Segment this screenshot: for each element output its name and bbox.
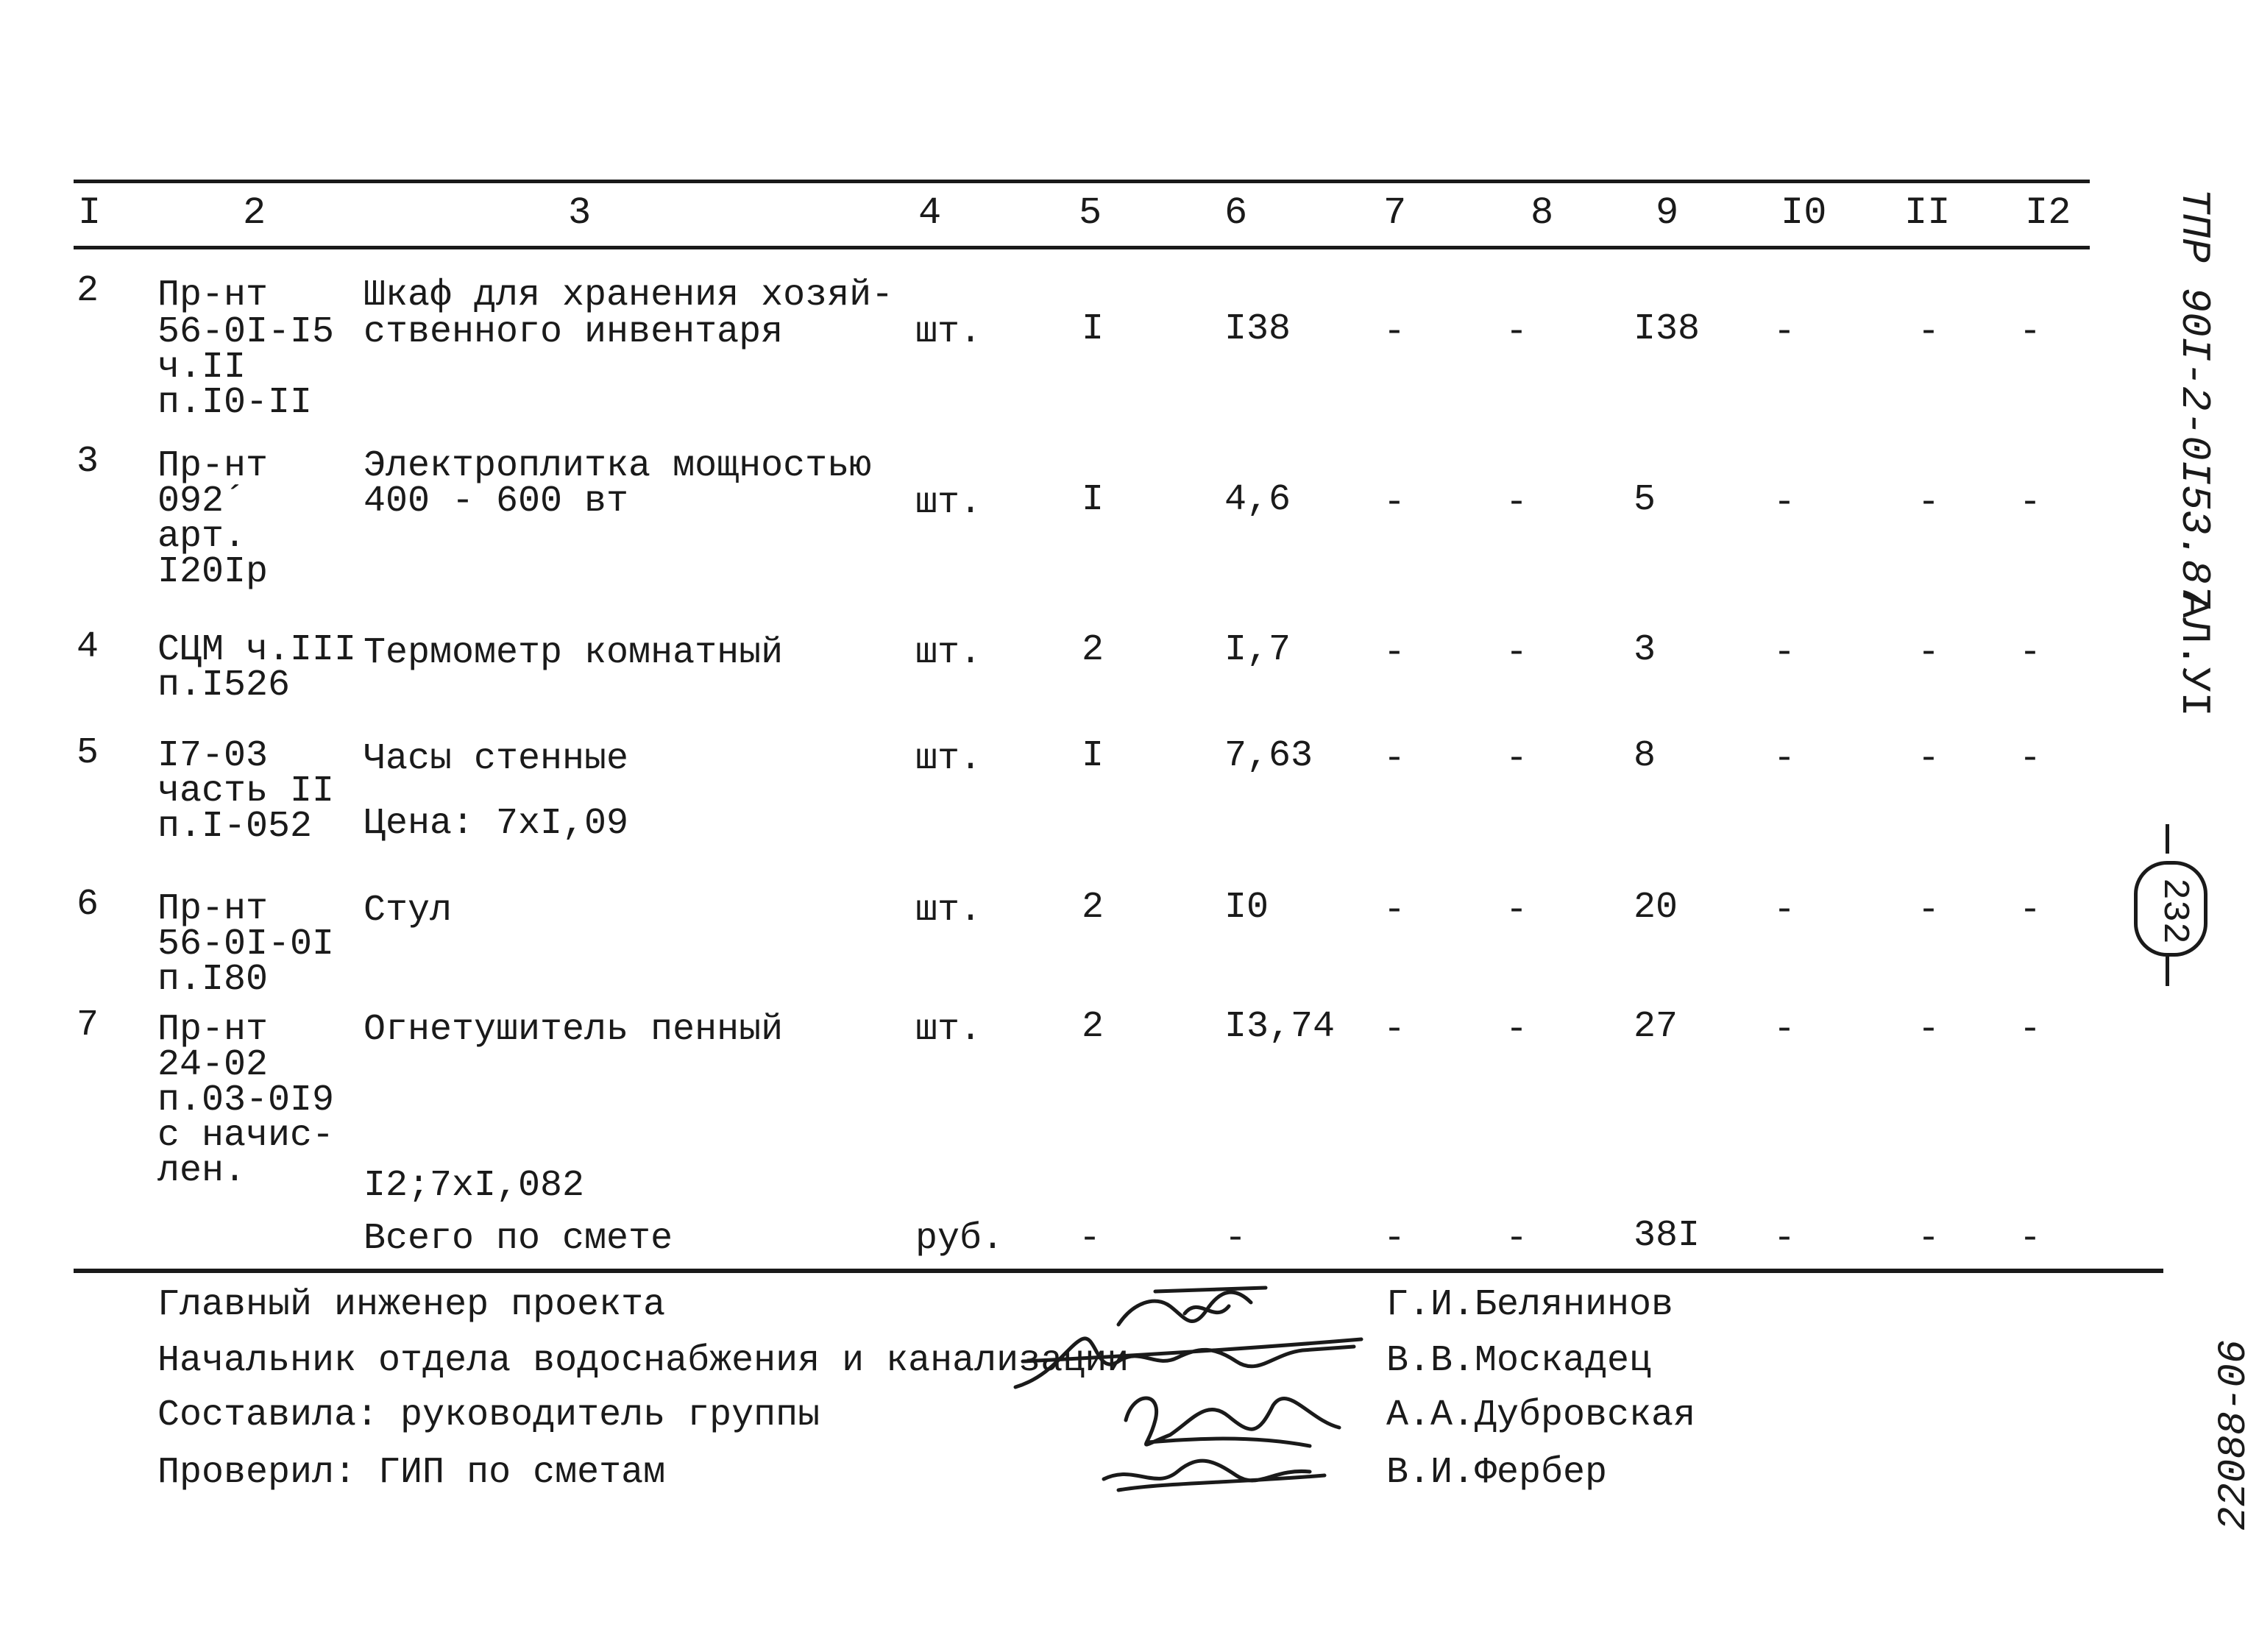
col-header-2: 2 xyxy=(243,191,266,235)
cell-col-8: - xyxy=(1506,890,1528,932)
basis-code-line: 56-0I-I5 xyxy=(157,311,335,353)
signatory-position: Составила: руководитель группы xyxy=(157,1394,820,1436)
col-header-4: 4 xyxy=(918,191,942,235)
cell-col-10: - xyxy=(1773,1009,1796,1051)
item-name-line: Электроплитка мощностью xyxy=(364,445,872,487)
album-code: АЛ.УI xyxy=(2171,593,2218,717)
basis-code-line: лен. xyxy=(157,1150,247,1192)
cell-col-10: - xyxy=(1773,482,1796,524)
unit: шт. xyxy=(915,311,982,353)
signatory-name: Г.И.Белянинов xyxy=(1386,1284,1674,1326)
page-mark-dash xyxy=(2166,824,2169,854)
cell-col-12: - xyxy=(2019,890,2042,932)
quantity: I xyxy=(1082,479,1104,521)
cell-col-7: - xyxy=(1383,632,1406,674)
col-header-3: 3 xyxy=(568,191,592,235)
basis-code-line: п.I526 xyxy=(157,664,291,706)
cell-col-10: - xyxy=(1773,632,1796,674)
basis-code-line: п.I0-II xyxy=(157,382,313,424)
unit: шт. xyxy=(915,890,982,932)
cell-col-9: 3 xyxy=(1634,629,1656,671)
quantity: I xyxy=(1082,308,1104,350)
cell-col-10: - xyxy=(1773,311,1796,353)
unit-price: I3,74 xyxy=(1224,1006,1336,1048)
item-name-line: 400 - 600 вт xyxy=(364,481,629,522)
row-number: 3 xyxy=(77,441,99,483)
cell-col-11: - xyxy=(1918,311,1940,353)
signatory-position: Начальник отдела водоснабжения и канализации xyxy=(157,1340,1130,1382)
col-header-6: 6 xyxy=(1224,191,1248,235)
basis-code-line: Пр-нт xyxy=(157,1009,269,1051)
unit-price: I38 xyxy=(1224,308,1291,350)
total-sum: 38I xyxy=(1634,1215,1701,1257)
cell-col-7: - xyxy=(1383,482,1406,524)
signatory-name: В.И.Фербер xyxy=(1386,1452,1608,1494)
col-header-7: 7 xyxy=(1383,191,1407,235)
cell-col-12: - xyxy=(2019,311,2042,353)
total-col-10: - xyxy=(1773,1218,1796,1260)
cell-col-11: - xyxy=(1918,890,1940,932)
cell-col-9: I38 xyxy=(1634,308,1701,350)
inventory-number: 22088-06 xyxy=(2212,1339,2257,1531)
cell-col-7: - xyxy=(1383,311,1406,353)
cell-col-9: 27 xyxy=(1634,1006,1678,1048)
basis-code-line: СЦМ ч.III xyxy=(157,629,357,671)
signature-scribble xyxy=(1089,1439,1339,1505)
cell-col-9: 5 xyxy=(1634,479,1656,521)
cell-col-9: 20 xyxy=(1634,887,1678,929)
quantity: 2 xyxy=(1082,887,1104,929)
unit: шт. xyxy=(915,482,982,524)
signatory-position: Главный инженер проекта xyxy=(157,1284,666,1326)
unit: шт. xyxy=(915,632,982,674)
row-number: 6 xyxy=(77,884,99,926)
basis-code-line: Пр-нт xyxy=(157,888,269,930)
cell-col-12: - xyxy=(2019,632,2042,674)
header-rule xyxy=(74,246,2090,249)
price-note: Цена: 7хI,09 xyxy=(364,803,629,845)
col-header-11: II xyxy=(1904,191,1951,235)
basis-code-line: арт. xyxy=(157,516,247,558)
row-number: 4 xyxy=(77,626,99,668)
cell-col-8: - xyxy=(1506,632,1528,674)
total-label: Всего по смете xyxy=(364,1218,673,1260)
col-header-1: I xyxy=(78,191,102,235)
basis-code-line: часть II xyxy=(157,770,335,812)
row-number: 7 xyxy=(77,1004,99,1046)
cell-col-11: - xyxy=(1918,738,1940,780)
item-name-line: Огнетушитель пенный xyxy=(364,1009,784,1051)
cell-col-8: - xyxy=(1506,1009,1528,1051)
signatory-position: Проверил: ГИП по сметам xyxy=(157,1452,666,1494)
basis-code-line: п.I80 xyxy=(157,959,269,1001)
signatory-name: А.А.Дубровская xyxy=(1386,1394,1696,1436)
basis-code-line: I7-03 xyxy=(157,735,269,777)
cell-col-8: - xyxy=(1506,311,1528,353)
item-name-line: Термометр комнатный xyxy=(364,632,784,674)
cell-col-9: 8 xyxy=(1634,735,1656,777)
quantity: I xyxy=(1082,735,1104,777)
unit-price: 4,6 xyxy=(1224,479,1291,521)
basis-code-line: 24-02 xyxy=(157,1044,269,1086)
basis-code-line: Пр-нт xyxy=(157,445,269,487)
page-mark-dash xyxy=(2166,957,2169,986)
col-header-5: 5 xyxy=(1079,191,1102,235)
basis-code-line: Пр-нт xyxy=(157,274,269,316)
signatory-name: В.В.Москадец xyxy=(1386,1340,1652,1382)
unit-price: I,7 xyxy=(1224,629,1291,671)
cell-col-11: - xyxy=(1918,1009,1940,1051)
quantity: 2 xyxy=(1082,629,1104,671)
cell-col-7: - xyxy=(1383,738,1406,780)
cell-col-11: - xyxy=(1918,482,1940,524)
document-code: ТПР 90I-2-0I53.87 xyxy=(2171,188,2218,609)
total-col-6: - xyxy=(1224,1218,1247,1260)
basis-code-line: п.03-0I9 xyxy=(157,1080,335,1121)
col-header-9: 9 xyxy=(1656,191,1679,235)
total-col-5: - xyxy=(1079,1218,1102,1260)
basis-code-line: ч.II xyxy=(157,347,247,389)
cell-col-10: - xyxy=(1773,738,1796,780)
total-col-12: - xyxy=(2019,1218,2042,1260)
quantity: 2 xyxy=(1082,1006,1104,1048)
cell-col-8: - xyxy=(1506,482,1528,524)
col-header-8: 8 xyxy=(1531,191,1554,235)
basis-code-line: с начис- xyxy=(157,1115,335,1157)
item-name-line: Шкаф для хранения хозяй- xyxy=(364,274,894,316)
top-rule xyxy=(74,180,2090,183)
item-name-line: ственного инвентаря xyxy=(364,311,784,353)
row-number: 2 xyxy=(77,270,99,312)
unit: шт. xyxy=(915,1009,982,1051)
cell-col-11: - xyxy=(1918,632,1940,674)
unit-price: I0 xyxy=(1224,887,1269,929)
cell-col-12: - xyxy=(2019,482,2042,524)
basis-code-line: 56-0I-0I xyxy=(157,924,335,965)
page-number-stamp xyxy=(2134,861,2207,957)
total-col-7: - xyxy=(1383,1218,1406,1260)
cell-col-10: - xyxy=(1773,890,1796,932)
item-name-line: Стул xyxy=(364,890,453,932)
cell-col-7: - xyxy=(1383,1009,1406,1051)
basis-code-line: I20Iр xyxy=(157,551,269,593)
col-header-10: I0 xyxy=(1781,191,1827,235)
row-number: 5 xyxy=(77,732,99,774)
basis-code-line: п.I-052 xyxy=(157,806,313,848)
unit-price: 7,63 xyxy=(1224,735,1313,777)
col-header-12: I2 xyxy=(2025,191,2071,235)
cell-col-7: - xyxy=(1383,890,1406,932)
item-name-line: Часы стенные xyxy=(364,738,629,780)
page-number: 232 xyxy=(2153,878,2195,945)
cell-col-12: - xyxy=(2019,1009,2042,1051)
basis-code-line: 092´ xyxy=(157,481,247,522)
cell-col-12: - xyxy=(2019,738,2042,780)
total-unit: руб. xyxy=(915,1218,1004,1260)
total-col-8: - xyxy=(1506,1218,1528,1260)
price-note: I2;7хI,082 xyxy=(364,1165,585,1207)
unit: шт. xyxy=(915,738,982,780)
cell-col-8: - xyxy=(1506,738,1528,780)
total-col-11: - xyxy=(1918,1218,1940,1260)
